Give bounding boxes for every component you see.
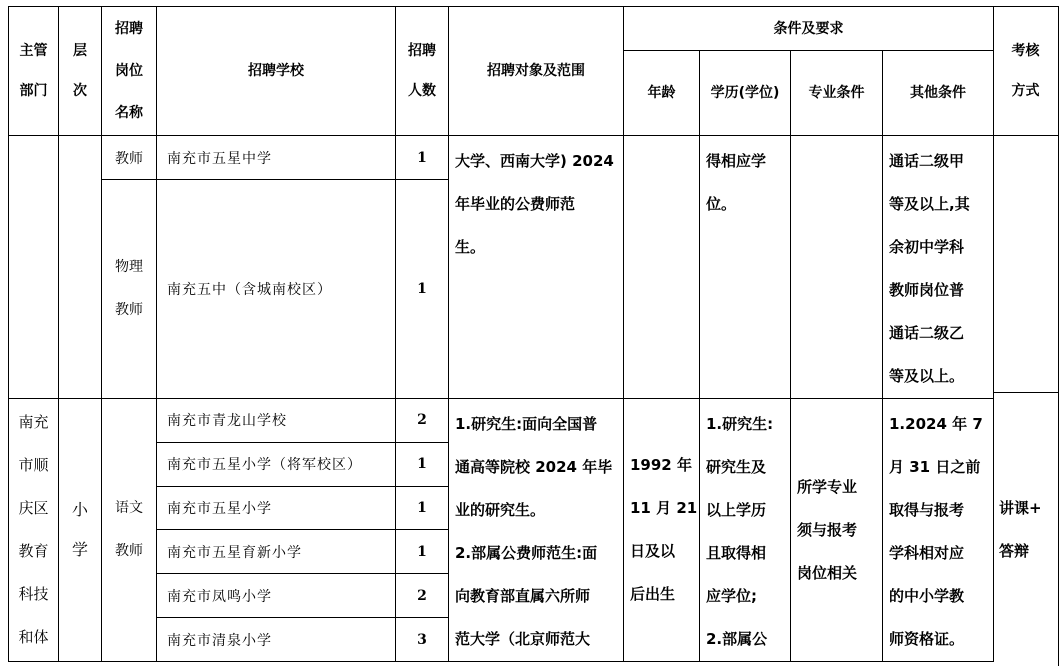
block1-count-1	[396, 180, 449, 399]
block2-count-5-text: 3	[417, 631, 427, 648]
block2-edu-line: 且取得相	[706, 544, 767, 562]
block1-level-cell	[59, 136, 102, 399]
block2-age-line: 后出生	[630, 585, 676, 603]
header-post	[102, 7, 157, 136]
block1-other-line: 等及以上。	[889, 367, 965, 385]
block2-scope-line: 1.研究生:面向全国普	[455, 415, 598, 433]
header-exam	[993, 6, 1059, 136]
block2-major-line: 岗位相关	[797, 563, 858, 582]
block1-school-0	[157, 136, 396, 180]
header-dept-text: 主管部门	[19, 43, 48, 99]
header-age-text: 年龄	[647, 85, 676, 101]
block2-dept-line: 南充	[18, 413, 49, 431]
block1-other-line: 等及以上,其	[889, 195, 970, 213]
block2-other-line: 的中小学教	[889, 587, 965, 605]
block1-school-1	[157, 180, 396, 399]
block2-dept	[9, 399, 59, 662]
block1-post-0-text: 教师	[115, 150, 143, 167]
header-scope-text: 招聘对象及范围	[487, 63, 585, 79]
block2-major	[791, 399, 883, 662]
block2-dept-line: 教育	[18, 542, 49, 560]
header-other	[883, 51, 994, 136]
block2-dept-line: 市顺	[18, 456, 49, 474]
block2-major-line: 所学专业	[797, 477, 858, 496]
block1-scope-line: 年毕业的公费师范	[455, 195, 576, 213]
block2-scope-line: 向教育部直属六所师	[455, 587, 591, 605]
block1-scope-line: 大学、西南大学) 2024	[455, 152, 614, 170]
block2-count-4-text: 2	[417, 587, 427, 604]
block2-edu-line: 1.研究生:	[706, 415, 774, 433]
block2-dept-line: 科技	[18, 585, 49, 603]
block2-post	[102, 399, 157, 662]
block1-other	[883, 136, 994, 399]
block2-school-0-text: 南充市青龙山学校	[167, 413, 287, 430]
header-school	[157, 7, 396, 136]
block1-count-0	[396, 136, 449, 180]
block2-count-1	[396, 442, 449, 486]
block1-count-0-text: 1	[417, 149, 427, 166]
block2-edu-line: 应学位;	[706, 587, 757, 605]
block2-scope-line: 通高等院校 2024 年毕	[455, 458, 613, 476]
block2-edu-line: 2.部属公	[706, 630, 768, 648]
block2-other-line: 1.2024 年 7	[889, 415, 983, 433]
block1-edu-line: 位。	[706, 195, 737, 213]
header-edu-text: 学历(学位)	[710, 85, 780, 101]
block2-exam-text	[999, 487, 1042, 573]
block2-other-line: 师资格证。	[889, 630, 965, 648]
header-major	[791, 51, 883, 136]
block1-major	[791, 136, 883, 399]
header-exam-text: 考核方式	[1011, 43, 1040, 99]
block2-dept-line: 和体	[18, 628, 49, 646]
block2-scope-line: 业的研究生。	[455, 501, 546, 519]
block2-exam-line: 答辩	[999, 541, 1030, 560]
header-other-text: 其他条件	[910, 85, 966, 101]
block1-edu	[700, 136, 791, 399]
block2-school-4	[157, 574, 396, 618]
header-dept	[9, 7, 59, 136]
header-level	[59, 7, 102, 136]
block2-age	[624, 399, 700, 662]
header-level-text: 层次	[73, 43, 87, 99]
block2-level-line: 学	[71, 540, 88, 559]
block1-post-1-text: 物理教师	[115, 259, 143, 319]
block2-count-2	[396, 486, 449, 530]
block2-count-3	[396, 530, 449, 574]
block2-scope-line: 2.部属公费师范生:面	[455, 544, 598, 562]
block2-age-line: 日及以	[630, 542, 676, 560]
block2-count-0	[396, 399, 449, 443]
block1-exam	[993, 135, 1059, 393]
block2-edu-line: 研究生及	[706, 458, 767, 476]
block2-level-line: 小	[71, 500, 88, 519]
block2-school-5-text: 南充市清泉小学	[167, 632, 272, 649]
block1-scope-line: 生。	[455, 238, 486, 256]
header-conditions	[624, 7, 994, 51]
block2-count-2-text: 1	[417, 500, 427, 517]
block2-age-line: 1992 年	[630, 456, 692, 474]
block2-count-1-text: 1	[417, 456, 427, 473]
header-major-text: 专业条件	[808, 85, 865, 101]
header-edu	[700, 51, 791, 136]
block2-level	[59, 399, 102, 662]
header-count-text: 招聘人数	[408, 43, 436, 99]
block2-count-3-text: 1	[417, 543, 427, 560]
header-conditions-text: 条件及要求	[773, 20, 844, 37]
block2-edu	[700, 399, 791, 662]
block2-major-line: 须与报考	[797, 520, 858, 539]
block1-post-0	[102, 136, 157, 180]
header-post-text: 招聘岗位名称	[115, 21, 143, 121]
block1-dept-cell	[9, 136, 59, 399]
header-school-text: 招聘学校	[248, 63, 304, 79]
block1-edu-line: 得相应学	[706, 152, 767, 170]
block2-count-5	[396, 618, 449, 662]
block2-dept-line: 庆区	[18, 499, 49, 517]
block2-scope	[449, 399, 624, 662]
block2-school-1	[157, 442, 396, 486]
header-scope	[449, 7, 624, 136]
block2-scope-line: 范大学（北京师范大	[455, 630, 591, 648]
block2-exam-line: 讲课+	[999, 498, 1042, 517]
block1-post-1	[102, 180, 157, 399]
block2-edu-line: 以上学历	[706, 501, 767, 519]
exam-column	[993, 6, 1059, 666]
block1-other-line: 通话二级乙	[889, 324, 965, 342]
block2-other	[883, 399, 994, 662]
block2-school-3-text: 南充市五星育新小学	[167, 544, 302, 561]
block2-school-4-text: 南充市凤鸣小学	[167, 588, 272, 605]
header-count	[396, 7, 449, 136]
block2-exam	[993, 392, 1059, 666]
block1-other-line: 余初中学科	[889, 238, 965, 256]
block1-school-1-text: 南充五中（含城南校区）	[167, 282, 332, 299]
block2-other-line: 月 31 日之前	[889, 458, 981, 476]
block2-school-3	[157, 530, 396, 574]
block1-scope	[449, 136, 624, 399]
block2-school-0	[157, 399, 396, 443]
block1-other-line: 教师岗位普	[889, 281, 965, 299]
block2-other-line: 取得与报考	[889, 501, 965, 519]
block1-other-line: 通话二级甲	[889, 152, 965, 170]
block2-post-line: 语文	[115, 500, 143, 516]
block2-school-5	[157, 618, 396, 662]
block1-school-0-text: 南充市五星中学	[167, 150, 272, 167]
block2-post-line: 教师	[115, 543, 143, 559]
block2-school-2	[157, 486, 396, 530]
header-age	[624, 51, 700, 136]
block1-count-1-text: 1	[417, 281, 427, 298]
block2-count-0-text: 2	[417, 412, 427, 429]
recruitment-table	[8, 6, 994, 662]
block1-age	[624, 136, 700, 399]
block2-other-line: 学科相对应	[889, 544, 965, 562]
block2-school-1-text: 南充市五星小学（将军校区）	[167, 457, 362, 474]
block2-age-line: 11 月 21	[630, 499, 698, 517]
block2-school-2-text: 南充市五星小学	[167, 501, 272, 518]
block2-count-4	[396, 574, 449, 618]
